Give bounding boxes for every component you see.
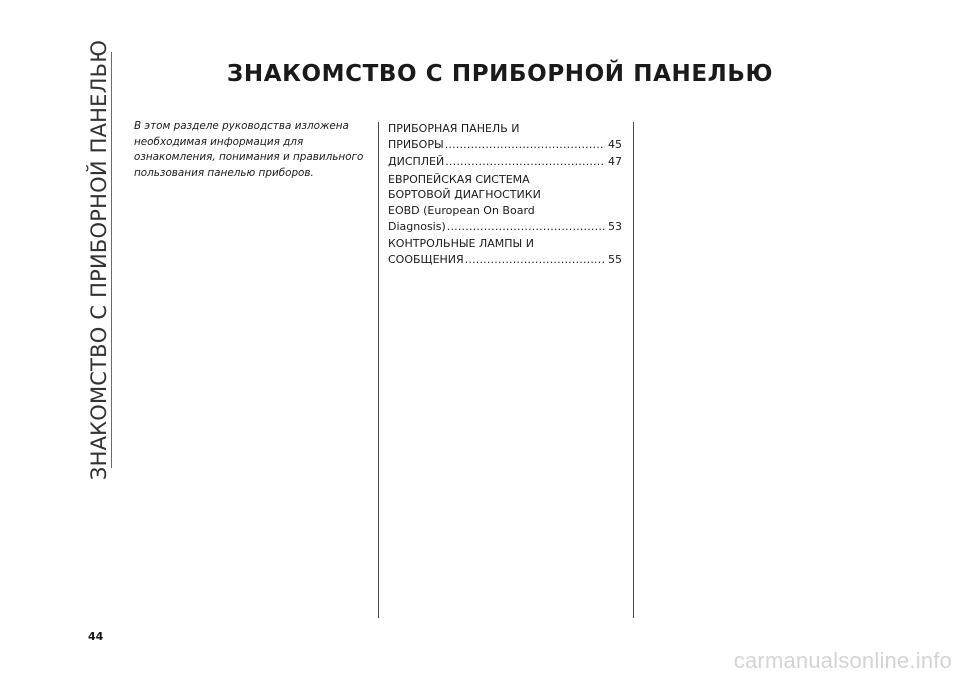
dot-leader bbox=[445, 154, 605, 170]
watermark: carmanualsonline.info bbox=[733, 648, 952, 673]
side-section-label-text: ЗНАКОМСТВО С ПРИБОРНОЙ ПАНЕЛЬЮ bbox=[87, 39, 112, 481]
toc-entry-line: ДИСПЛЕЙ bbox=[388, 155, 445, 169]
dot-leader bbox=[447, 219, 605, 235]
toc-entry-line: Diagnosis) bbox=[388, 219, 446, 233]
page-number: 44 bbox=[88, 630, 104, 643]
toc-page-number: 53 bbox=[608, 219, 622, 233]
toc-entry-final-line bbox=[388, 252, 622, 268]
toc-entry-final-line bbox=[388, 219, 622, 235]
dot-leader bbox=[445, 137, 605, 153]
toc-entry-line: EOBD (European On Board bbox=[388, 203, 535, 217]
toc-page-number: 47 bbox=[608, 155, 622, 169]
toc-entry-final-line bbox=[388, 154, 622, 170]
chapter-title: ЗНАКОМСТВО С ПРИБОРНОЙ ПАНЕЛЬЮ bbox=[226, 61, 774, 87]
toc-entry-line: ПРИБОРНАЯ ПАНЕЛЬ И bbox=[388, 122, 520, 135]
intro-line: пользования панелью приборов. bbox=[134, 166, 314, 179]
column-divider-right bbox=[633, 122, 634, 618]
toc-entry-line: ПРИБОРЫ bbox=[388, 137, 444, 151]
side-rule bbox=[111, 52, 112, 468]
toc-entry-warning-lights[interactable] bbox=[388, 236, 622, 267]
toc-page-number: 55 bbox=[608, 252, 622, 266]
intro-line: необходимая информация для bbox=[134, 135, 304, 148]
toc-entry-line: БОРТОВОЙ ДИАГНОСТИКИ bbox=[388, 188, 541, 202]
toc-entry-eobd[interactable] bbox=[388, 172, 622, 234]
toc-entry-line: ЕВРОПЕЙСКАЯ СИСТЕМА bbox=[388, 172, 530, 186]
toc-entry-line: СООБЩЕНИЯ bbox=[388, 252, 464, 266]
table-of-contents bbox=[388, 121, 622, 269]
side-section-label bbox=[86, 39, 112, 481]
intro-line: В этом разделе руководства изложена bbox=[134, 120, 349, 132]
intro-paragraph bbox=[134, 119, 366, 181]
toc-entry-line: КОНТРОЛЬНЫЕ ЛАМПЫ И bbox=[388, 237, 534, 251]
toc-page-number: 45 bbox=[608, 137, 622, 151]
toc-entry-display[interactable] bbox=[388, 154, 622, 170]
intro-line: ознакомления, понимания и правильного bbox=[134, 151, 364, 163]
dot-leader bbox=[465, 252, 605, 268]
toc-entry-final-line bbox=[388, 137, 622, 153]
toc-entry-instrument-panel[interactable] bbox=[388, 121, 622, 152]
column-divider-left bbox=[378, 122, 379, 618]
